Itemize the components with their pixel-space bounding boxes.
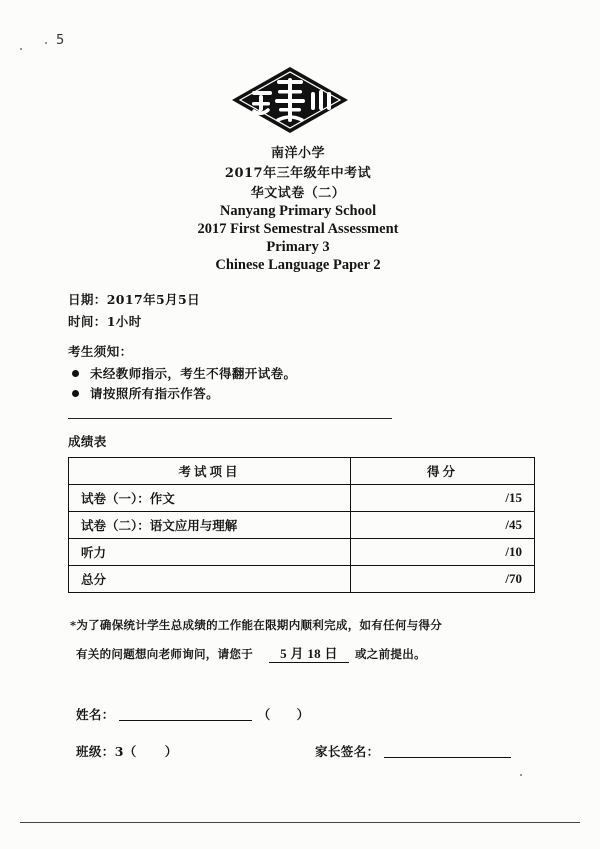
exam-title-en: 2017 First Semestral Assessment <box>197 221 399 237</box>
paper-title-cn: 华文试卷（二） <box>250 186 346 201</box>
name-paren-open: （ <box>257 707 271 722</box>
scan-speck <box>520 774 522 776</box>
table-row <box>69 485 535 512</box>
level-en: Primary 3 <box>266 239 330 255</box>
note-line-1: *为了确保统计学生总成绩的工作能在限期内顺利完成，如有任何与得分 <box>70 618 443 632</box>
divider <box>68 418 392 419</box>
instructions-title: 考生须知： <box>68 344 133 359</box>
note-prefix: 有关的问题想向老师询问，请您于 <box>76 647 253 661</box>
parent-signature-blank[interactable] <box>384 744 511 758</box>
row-item: 听力 <box>69 539 351 566</box>
instruction-item: 请按照所有指示作答。 <box>72 384 219 402</box>
column-header-score: 得分 <box>351 458 535 485</box>
bullet-icon <box>72 390 79 397</box>
scan-speck <box>20 48 22 50</box>
class-field <box>76 742 178 760</box>
parent-sign-label: 家长签名： <box>315 744 380 759</box>
table-row <box>69 512 535 539</box>
time-label: 时间： <box>68 314 107 329</box>
scan-speck <box>45 42 47 44</box>
page-mark: 5 <box>56 33 65 48</box>
score-table <box>68 457 535 593</box>
table-row <box>69 539 535 566</box>
name-label: 姓名： <box>76 707 115 722</box>
name-paren-close: ） <box>296 707 310 722</box>
row-score: /70 <box>351 566 535 593</box>
paper-title-en: Chinese Language Paper 2 <box>215 257 381 273</box>
instruction-item: 未经教师指示，考生不得翻开试卷。 <box>72 364 296 382</box>
score-table-title: 成绩表 <box>68 434 107 449</box>
row-item: 试卷（一）：作文 <box>69 485 351 512</box>
row-item: 总分 <box>69 566 351 593</box>
school-crest-icon <box>228 64 352 136</box>
time-value: 1小时 <box>106 314 142 329</box>
row-score: /45 <box>351 512 535 539</box>
bullet-icon <box>72 370 79 377</box>
school-name-en: Nanyang Primary School <box>219 203 377 219</box>
name-blank[interactable] <box>119 707 252 721</box>
class-paren-close: ） <box>164 744 178 759</box>
exam-date <box>68 290 200 308</box>
parent-signature-field <box>315 742 511 760</box>
note-suffix: 或之前提出。 <box>355 647 426 661</box>
name-field <box>76 705 310 723</box>
date-value: 2017年5月5日 <box>106 292 200 307</box>
row-score: /10 <box>351 539 535 566</box>
row-item: 试卷（二）：语文应用与理解 <box>69 512 351 539</box>
column-header-item: 考试项目 <box>69 458 351 485</box>
note-line-2 <box>76 643 426 663</box>
footer-divider <box>20 822 580 823</box>
school-name-cn: 南洋小学 <box>270 146 325 161</box>
table-header-row <box>69 458 535 485</box>
exam-title-cn: 2017年三年级年中考试 <box>224 166 372 181</box>
row-score: /15 <box>351 485 535 512</box>
exam-duration <box>68 312 142 330</box>
class-value: 3（ <box>114 744 137 759</box>
deadline-date: 5 月 18 日 <box>269 643 349 663</box>
class-label: 班级： <box>76 744 115 759</box>
table-row <box>69 566 535 593</box>
date-label: 日期： <box>68 292 107 307</box>
